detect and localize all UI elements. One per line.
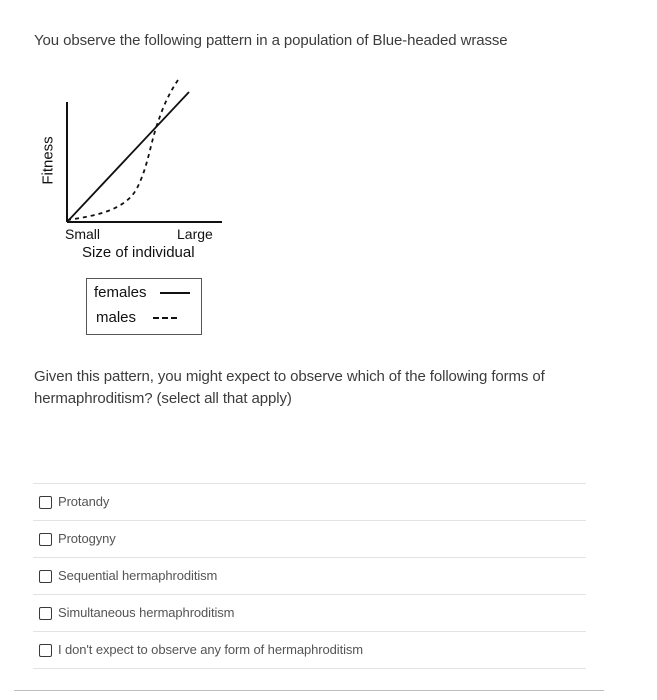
option-label: Protogyny xyxy=(58,531,116,546)
options-divider xyxy=(33,668,586,669)
option-label: Sequential hermaphroditism xyxy=(58,568,218,583)
x-axis-label: Size of individual xyxy=(82,244,195,261)
figure-legend xyxy=(86,278,202,335)
question-prompt: Given this pattern, you might expect to observe which of the following forms of hermaphroditism? (select all that apply) xyxy=(34,368,545,407)
option-label: Protandy xyxy=(58,494,110,509)
option-label: I don't expect to observe any form of hermaphroditism xyxy=(58,642,363,657)
x-tick-small: Small xyxy=(65,226,101,242)
legend-solid-line-swatch xyxy=(160,292,190,294)
legend-females-label: females xyxy=(94,284,147,301)
fitness-size-figure xyxy=(36,78,236,268)
option-no-hermaphroditism[interactable] xyxy=(33,631,586,668)
males-curve xyxy=(67,80,178,220)
legend-dashed-line-swatch xyxy=(153,317,177,319)
x-tick-large: Large xyxy=(177,226,213,242)
option-label: Simultaneous hermaphroditism xyxy=(58,605,235,620)
option-protogyny[interactable] xyxy=(33,520,586,557)
checkbox-icon[interactable] xyxy=(39,607,52,620)
option-protandy[interactable] xyxy=(33,483,586,520)
answer-options xyxy=(33,483,586,669)
checkbox-icon[interactable] xyxy=(39,533,52,546)
option-sequential-hermaphroditism[interactable] xyxy=(33,557,586,594)
page-bottom-divider xyxy=(14,690,604,691)
females-line xyxy=(67,92,189,222)
checkbox-icon[interactable] xyxy=(39,570,52,583)
question-intro: You observe the following pattern in a population of Blue-headed wrasse xyxy=(34,32,508,49)
option-simultaneous-hermaphroditism[interactable] xyxy=(33,594,586,631)
y-axis-label: Fitness xyxy=(39,136,57,185)
fitness-graph xyxy=(36,78,236,238)
legend-males-label: males xyxy=(96,309,137,326)
checkbox-icon[interactable] xyxy=(39,644,52,657)
checkbox-icon[interactable] xyxy=(39,496,52,509)
